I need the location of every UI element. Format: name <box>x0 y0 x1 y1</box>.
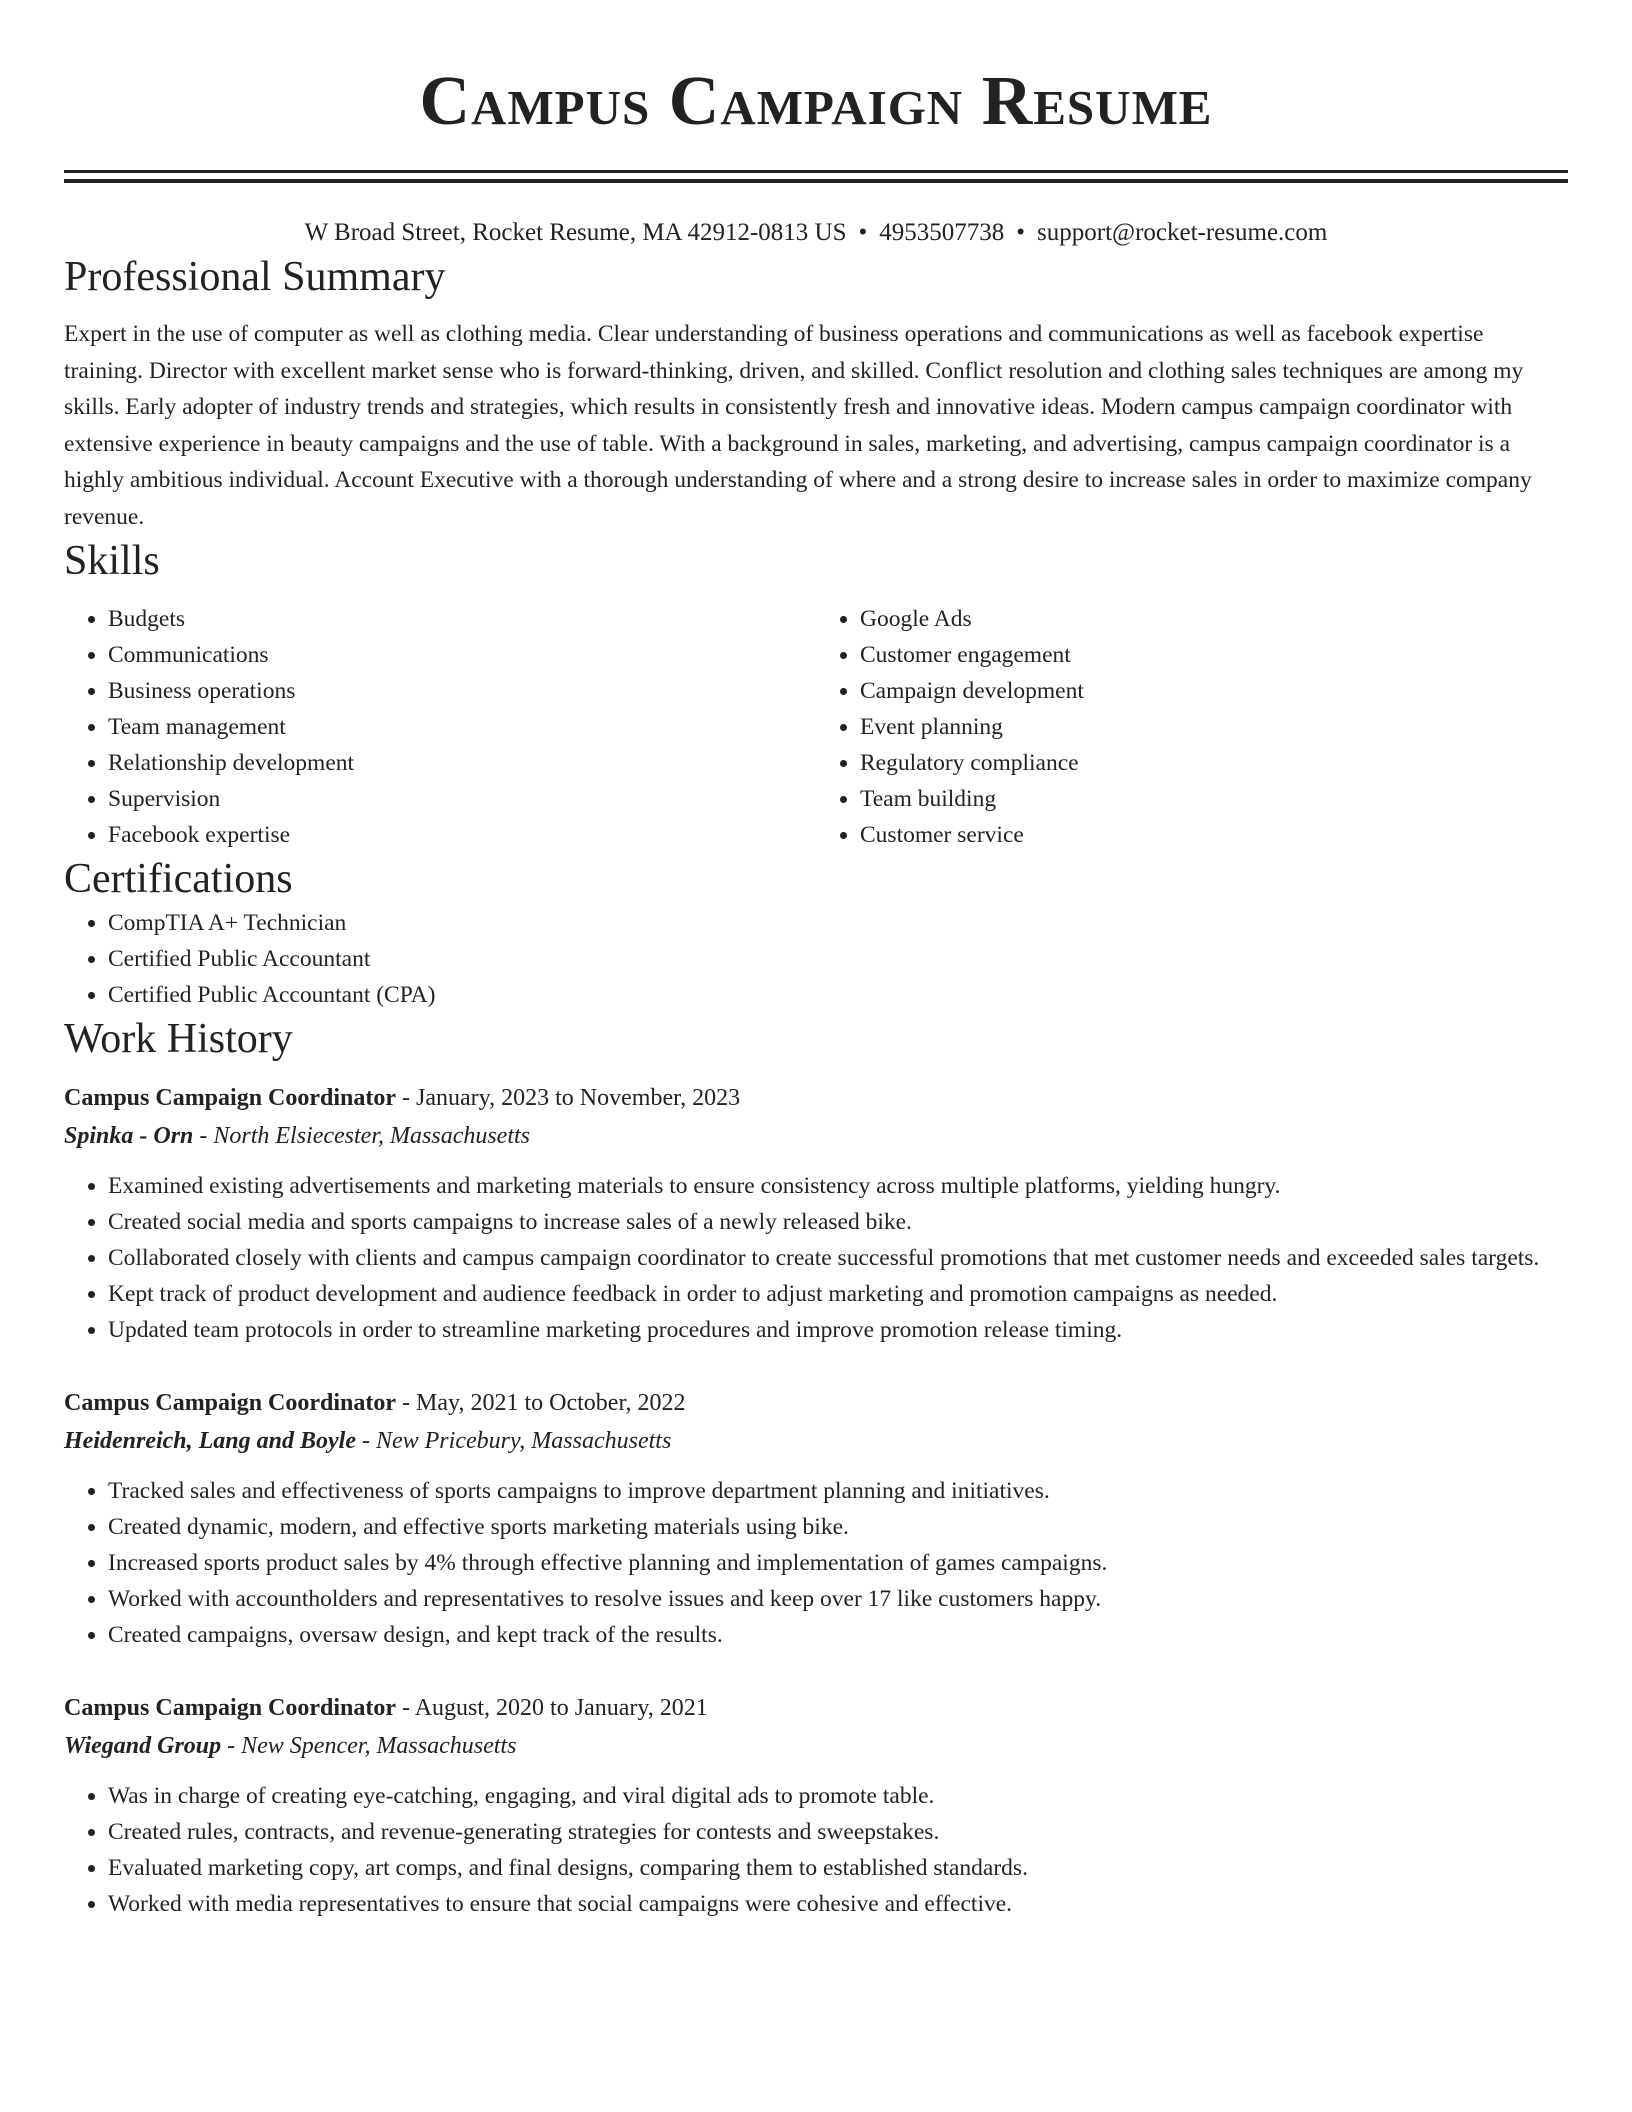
job-title: Campus Campaign Coordinator <box>64 1085 397 1111</box>
employer-line <box>64 1117 1568 1155</box>
skill-item: • Customer engagement <box>860 637 1568 673</box>
job-bullet: • Created dynamic, modern, and effective sports marketing materials using bike. <box>108 1509 1568 1545</box>
skill-item: • Google Ads <box>860 601 1568 637</box>
skill-item: • Regulatory compliance <box>860 745 1568 781</box>
skills-list-right <box>816 601 1568 853</box>
skill-item: • Facebook expertise <box>108 817 816 853</box>
skill-item: • Communications <box>108 637 816 673</box>
certifications-list <box>64 905 1568 1013</box>
skill-item: • Budgets <box>108 601 816 637</box>
contact-phone: 4953507738 <box>879 219 1005 246</box>
job-title-line <box>64 1079 1568 1117</box>
job-bullets <box>64 1778 1568 1922</box>
job-bullet: • Worked with accountholders and representatives to resolve issues and keep over 17 like customers happy. <box>108 1581 1568 1617</box>
job-bullet: • Tracked sales and effectiveness of sports campaigns to improve department planning and initiatives. <box>108 1473 1568 1509</box>
contact-email: support@rocket-resume.com <box>1037 219 1328 246</box>
job-dates: - August, 2020 to January, 2021 <box>402 1695 708 1721</box>
summary-text: Expert in the use of computer as well as clothing media. Clear understanding of business operations and communications as well as facebook expertise training. Director with excellent market sense who is forward-thinking, driven, and skilled. Conflict resolution and clothing sales techniques are among my skills. Early adopter of industry trends and strategies, which results in consistently fresh and innovative ideas. Modern campus campaign coordinator with extensive experience in beauty campaigns and the use of table. With a background in sales, marketing, and advertising, campus campaign coordinator is a highly ambitious individual. Account Executive with a thorough understanding of where and a strong desire to increase sales in order to maximize company revenue. <box>64 321 1532 530</box>
job-bullet: • Worked with media representatives to ensure that social campaigns were cohesive and effective. <box>108 1886 1568 1922</box>
contact-separator: • <box>1016 219 1026 246</box>
skill-item: • Customer service <box>860 817 1568 853</box>
employer-name: Wiegand Group <box>64 1733 222 1759</box>
contact-line <box>64 215 1568 251</box>
job-entry <box>64 1689 1568 1922</box>
section-heading-summary: Professional Summary <box>64 254 446 300</box>
job-title-line <box>64 1384 1568 1422</box>
job-title-line <box>64 1689 1568 1727</box>
skill-item: • Team building <box>860 781 1568 817</box>
certification-item: • Certified Public Accountant <box>108 941 1568 977</box>
employer-location: - New Pricebury, Massachusetts <box>361 1428 672 1454</box>
job-bullet: • Created rules, contracts, and revenue-generating strategies for contests and sweepstakes. <box>108 1814 1568 1850</box>
section-heading-work-history: Work History <box>64 1016 293 1062</box>
job-title: Campus Campaign Coordinator <box>64 1695 397 1721</box>
job-bullet: • Examined existing advertisements and marketing materials to ensure consistency across multiple platforms, yielding hungry. <box>108 1168 1568 1204</box>
employer-location: - New Spencer, Massachusetts <box>227 1733 517 1759</box>
employer-line <box>64 1727 1568 1765</box>
certification-item: • Certified Public Accountant (CPA) <box>108 977 1568 1013</box>
contact-separator: • <box>858 219 868 246</box>
title-divider-top <box>64 170 1568 173</box>
resume-title: Campus Campaign Resume <box>419 63 1213 140</box>
job-bullet: • Collaborated closely with clients and campus campaign coordinator to create successful promotions that met customer needs and exceeded sales targets. <box>108 1240 1568 1276</box>
skill-item: • Relationship development <box>108 745 816 781</box>
job-bullets <box>64 1168 1568 1348</box>
employer-name: Heidenreich, Lang and Boyle <box>64 1428 356 1454</box>
job-bullet: • Kept track of product development and audience feedback in order to adjust marketing and promotion campaigns as needed. <box>108 1276 1568 1312</box>
skills-list-left <box>64 601 816 853</box>
title-divider-bottom <box>64 179 1568 183</box>
skill-item: • Event planning <box>860 709 1568 745</box>
employer-line <box>64 1422 1568 1460</box>
contact-address: W Broad Street, Rocket Resume, MA 42912-0813 US <box>304 219 847 246</box>
skill-item: • Business operations <box>108 673 816 709</box>
section-heading-certifications: Certifications <box>64 856 293 902</box>
skill-item: • Team management <box>108 709 816 745</box>
certification-item: • CompTIA A+ Technician <box>108 905 1568 941</box>
job-entry <box>64 1079 1568 1348</box>
job-dates: - May, 2021 to October, 2022 <box>402 1390 686 1416</box>
job-bullet: • Was in charge of creating eye-catching, engaging, and viral digital ads to promote table. <box>108 1778 1568 1814</box>
job-dates: - January, 2023 to November, 2023 <box>402 1085 741 1111</box>
job-title: Campus Campaign Coordinator <box>64 1390 397 1416</box>
skills-columns <box>64 601 1568 853</box>
job-bullet: • Increased sports product sales by 4% through effective planning and implementation of games campaigns. <box>108 1545 1568 1581</box>
employer-location: - North Elsiecester, Massachusetts <box>199 1123 531 1149</box>
job-entry <box>64 1384 1568 1653</box>
job-bullet: • Evaluated marketing copy, art comps, and final designs, comparing them to established standards. <box>108 1850 1568 1886</box>
employer-name: Spinka - Orn <box>64 1123 194 1149</box>
skill-item: • Campaign development <box>860 673 1568 709</box>
job-bullet: • Created social media and sports campaigns to increase sales of a newly released bike. <box>108 1204 1568 1240</box>
skill-item: • Supervision <box>108 781 816 817</box>
job-bullets <box>64 1473 1568 1653</box>
job-bullet: • Created campaigns, oversaw design, and kept track of the results. <box>108 1617 1568 1653</box>
section-heading-skills: Skills <box>64 538 160 584</box>
job-bullet: • Updated team protocols in order to streamline marketing procedures and improve promotion release timing. <box>108 1312 1568 1348</box>
